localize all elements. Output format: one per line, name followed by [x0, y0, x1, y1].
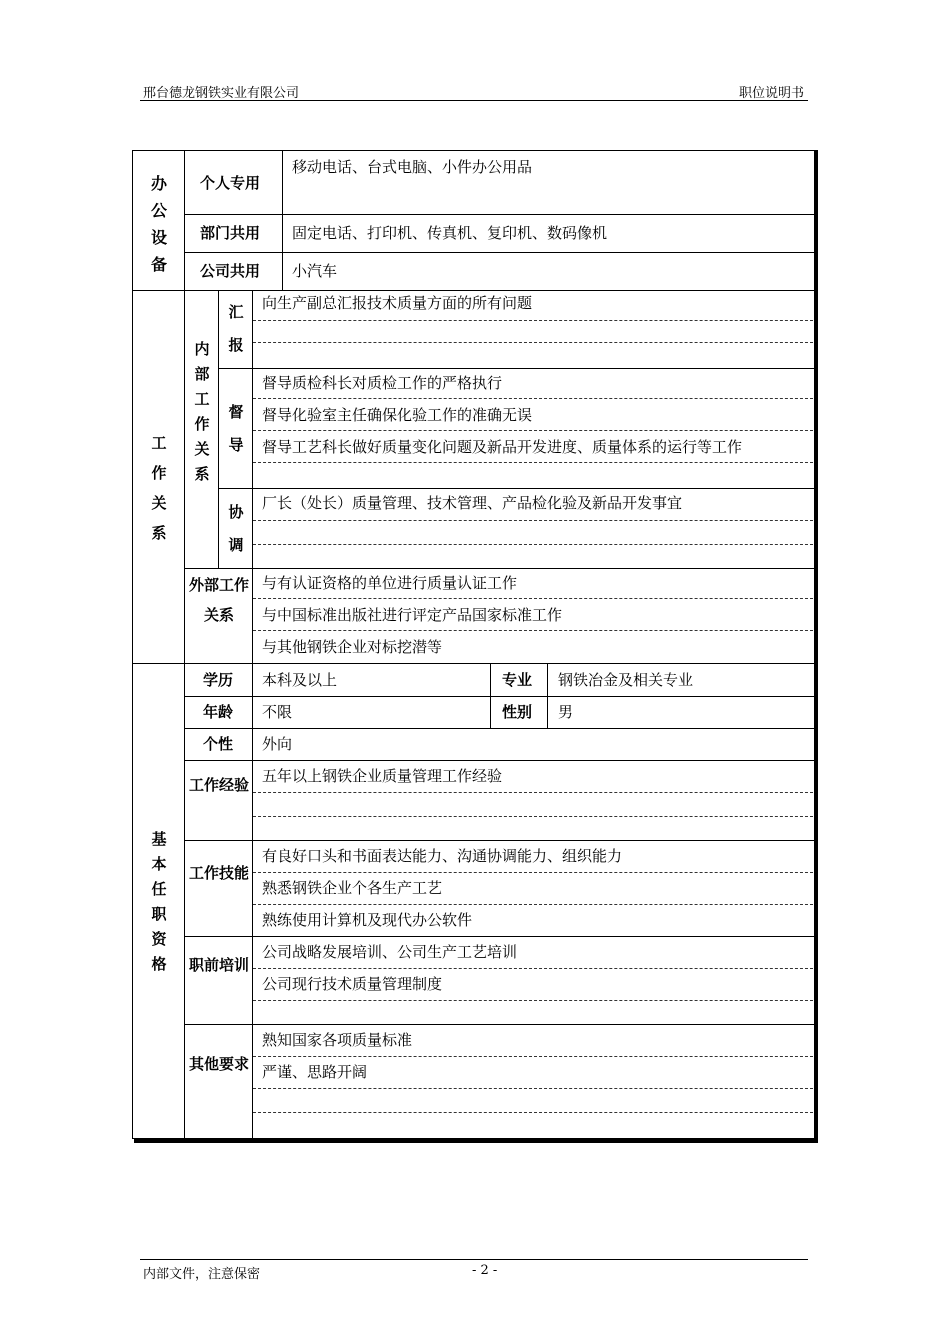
- dash-line: [253, 904, 813, 905]
- supervise-bottom-line: [218, 488, 816, 489]
- office-row-label-department: 部门共用: [200, 224, 261, 242]
- frame-left: [132, 150, 133, 1138]
- external-line-3: 与其他钢铁企业对标挖潜等: [262, 638, 443, 656]
- dash-line: [253, 1056, 813, 1057]
- skills-line-2: 熟悉钢铁企业个各生产工艺: [262, 879, 443, 897]
- training-label: 职前培训: [188, 956, 249, 974]
- skills-label: 工作技能: [188, 864, 249, 882]
- dash-line: [253, 1000, 813, 1001]
- report-bottom-line: [218, 368, 816, 369]
- external-relations-label: 外部工作关系: [188, 576, 249, 624]
- gender-label: 性别: [502, 703, 533, 721]
- gender-value: 男: [558, 703, 574, 721]
- section-divider-1: [132, 290, 816, 291]
- office-row-value-department: 固定电话、打印机、传真机、复印机、数码像机: [292, 224, 608, 242]
- frame-top: [132, 150, 816, 151]
- frame-shadow-bottom: [134, 1139, 818, 1143]
- header-doc-type: 职位说明书: [738, 86, 804, 101]
- supervise-line-1: 督导质检科长对质检工作的严格执行: [262, 374, 503, 392]
- dash-line: [253, 968, 813, 969]
- supervise-line-2: 督导化验室主任确保化验工作的准确无误: [262, 406, 533, 424]
- dash-line: [253, 342, 813, 343]
- office-row-line-2: [184, 252, 816, 253]
- dash-line: [253, 462, 813, 463]
- office-row-label-personal: 个人专用: [200, 174, 261, 192]
- age-value: 不限: [262, 703, 293, 721]
- dash-line: [253, 598, 813, 599]
- age-label: 年龄: [203, 703, 234, 721]
- dash-line: [253, 320, 813, 321]
- education-label: 学历: [203, 671, 234, 689]
- qualifications-label: 基本任职资格: [151, 830, 167, 973]
- skills-line-3: 熟练使用计算机及现代办公软件: [262, 911, 473, 929]
- dash-line: [253, 872, 813, 873]
- qual-row-line-4: [184, 840, 816, 841]
- value-col-line: [252, 290, 253, 1138]
- external-line-2: 与中国标准出版社进行评定产品国家标准工作: [262, 606, 563, 624]
- dash-line: [253, 1088, 813, 1089]
- dash-line: [253, 398, 813, 399]
- internal-bottom-line: [184, 568, 816, 569]
- skills-line-1: 有良好口头和书面表达能力、沟通协调能力、组织能力: [262, 847, 623, 865]
- experience-line-1: 五年以上钢铁企业质量管理工作经验: [262, 767, 503, 785]
- internal-col-line: [218, 290, 219, 568]
- office-col-line: [282, 150, 283, 290]
- office-row-value-company: 小汽车: [292, 262, 338, 280]
- other-label: 其他要求: [188, 1055, 249, 1073]
- other-line-2: 严谨、思路开阔: [262, 1063, 368, 1081]
- qual-col-line-a: [490, 663, 491, 728]
- office-row-value-personal: 移动电话、台式电脑、小件办公用品: [292, 158, 533, 176]
- section-divider-2: [132, 663, 816, 664]
- qual-row-line-1: [184, 696, 816, 697]
- education-value: 本科及以上: [262, 671, 338, 689]
- col-line-section: [184, 150, 185, 1138]
- qual-row-line-6: [184, 1024, 816, 1025]
- personality-value: 外向: [262, 735, 293, 753]
- frame-shadow-right: [814, 150, 818, 1143]
- major-label: 专业: [502, 671, 533, 689]
- qual-row-line-3: [184, 760, 816, 761]
- footer-page-number: - 2 -: [472, 1263, 498, 1278]
- major-value: 钢铁冶金及相关专业: [558, 671, 694, 689]
- personality-label: 个性: [203, 735, 234, 753]
- header-company: 邢台德龙钢铁实业有限公司: [143, 86, 300, 101]
- other-line-1: 熟知国家各项质量标准: [262, 1031, 413, 1049]
- work-relations-label: 工作关系: [151, 434, 167, 542]
- coordinate-line-1: 厂长（处长）质量管理、技术管理、产品检化验及新品开发事宜: [262, 494, 683, 512]
- footer-rule: [140, 1259, 808, 1260]
- dash-line: [253, 1112, 813, 1113]
- office-row-label-company: 公司共用: [200, 262, 261, 280]
- dash-line: [253, 816, 813, 817]
- external-line-1: 与有认证资格的单位进行质量认证工作: [262, 574, 518, 592]
- report-label: 汇报: [228, 303, 244, 354]
- office-equipment-label: 办公设备: [150, 174, 167, 274]
- supervise-label: 督导: [228, 403, 244, 454]
- qual-row-line-2: [184, 728, 816, 729]
- training-line-1: 公司战略发展培训、公司生产工艺培训: [262, 943, 518, 961]
- dash-line: [253, 792, 813, 793]
- coordinate-label: 协调: [228, 503, 244, 554]
- dash-line: [253, 430, 813, 431]
- footer-notice: 内部文件，注意保密: [143, 1267, 261, 1282]
- training-line-2: 公司现行技术质量管理制度: [262, 975, 443, 993]
- report-line-1: 向生产副总汇报技术质量方面的所有问题: [262, 294, 533, 312]
- dash-line: [253, 544, 813, 545]
- supervise-line-3: 督导工艺科长做好质量变化问题及新品开发进度、质量体系的运行等工作: [262, 438, 743, 456]
- qual-col-line-b: [547, 663, 548, 728]
- dash-line: [253, 520, 813, 521]
- office-row-line-1: [184, 214, 816, 215]
- qual-row-line-5: [184, 936, 816, 937]
- internal-relations-label: 内部工作关系: [194, 340, 210, 483]
- dash-line: [253, 630, 813, 631]
- experience-label: 工作经验: [188, 776, 249, 794]
